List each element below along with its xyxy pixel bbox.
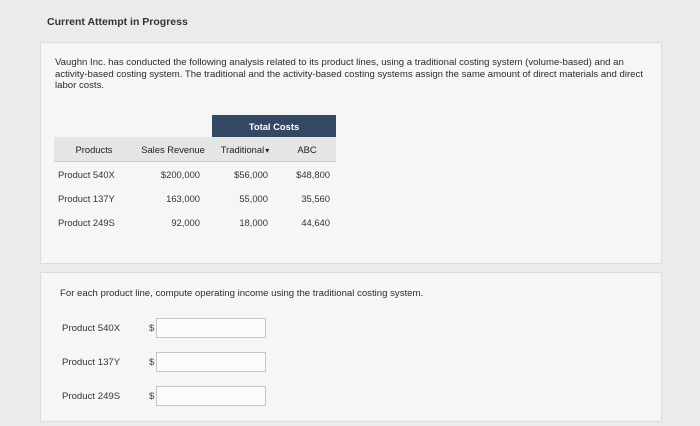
currency-symbol: $	[149, 323, 155, 334]
sort-arrow-icon: ▾	[265, 145, 270, 155]
column-header-products: Products	[54, 137, 134, 162]
problem-panel	[40, 42, 662, 264]
answer-label: Product 540X	[62, 323, 121, 334]
cell-traditional: 18,000	[239, 216, 268, 228]
operating-income-input-249s[interactable]	[156, 386, 266, 406]
currency-symbol: $	[149, 357, 155, 368]
column-header-abc: ABC	[278, 137, 336, 162]
currency-symbol: $	[149, 391, 155, 402]
cell-abc: 44,640	[301, 216, 330, 228]
cell-sales: 92,000	[171, 216, 200, 228]
table-row	[54, 162, 336, 187]
question-prompt: For each product line, compute operating income using the traditional costing system.	[60, 288, 424, 299]
cell-sales: 163,000	[166, 192, 200, 204]
operating-income-input-137y[interactable]	[156, 352, 266, 372]
cell-sales: $200,000	[160, 168, 200, 180]
cell-product: Product 249S	[58, 216, 115, 228]
cell-product: Product 137Y	[58, 192, 115, 204]
column-header-sales-revenue: Sales Revenue	[134, 137, 212, 162]
cell-traditional: $56,000	[234, 168, 268, 180]
cell-abc: 35,560	[301, 192, 330, 204]
column-header-traditional[interactable]: Traditional▾	[212, 137, 278, 162]
answer-row-540x	[62, 318, 282, 340]
operating-income-input-540x[interactable]	[156, 318, 266, 338]
cell-abc: $48,800	[296, 168, 330, 180]
question-panel	[40, 272, 662, 422]
total-costs-header: Total Costs	[212, 115, 336, 137]
cell-traditional: 55,000	[239, 192, 268, 204]
answer-row-249s	[62, 386, 282, 408]
answer-row-137y	[62, 352, 282, 374]
cost-table	[54, 115, 336, 234]
table-row	[54, 186, 336, 210]
answer-label: Product 137Y	[62, 357, 121, 368]
answer-label: Product 249S	[62, 391, 121, 402]
cell-product: Product 540X	[58, 168, 115, 180]
table-row	[54, 210, 336, 234]
page-title: Current Attempt in Progress	[47, 16, 188, 28]
problem-intro: Vaughn Inc. has conducted the following analysis related to its product lines, using a traditional costing system (volume-based) and an activity-based costing system. The traditional and the activity-based costing systems assign the same amount of direct materials and direct labor costs.	[55, 57, 643, 91]
